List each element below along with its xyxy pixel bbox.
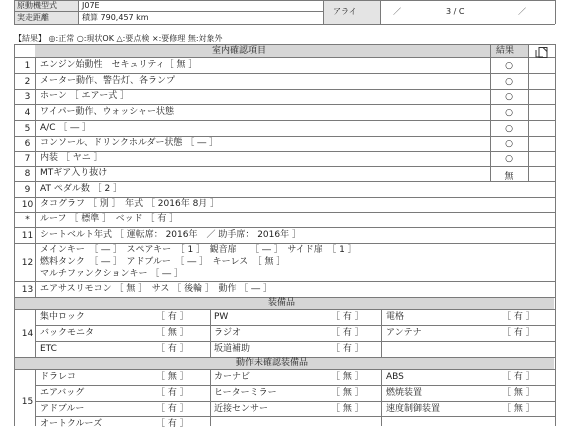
equipment-label: 電格 — [386, 312, 405, 322]
interior-section-title: 室内確認項目 — [212, 46, 267, 56]
inspection-item-text: タコグラフ ［ 別 ］ 年式 ［ 2016年 8月 ］ — [40, 199, 220, 209]
row-number: 11 — [21, 231, 34, 241]
equipment-label: バックモニタ — [40, 328, 95, 338]
keys-line-2: 燃料タンク ［ ― ］ アドブルー ［ ― ］ キーレス ［ 無 ］ — [40, 257, 286, 267]
row-number: 1 — [24, 61, 31, 71]
equipment-value: ［ 無 ］ — [502, 388, 535, 398]
equipment-value: ［ 有 ］ — [156, 312, 189, 322]
engine-model-label: 原動機型式 — [17, 1, 57, 10]
equipment-value: ［ 無 ］ — [331, 388, 364, 398]
equipment-label: オートクルーズ — [40, 419, 103, 429]
equipment-value: ［ 有 ］ — [156, 404, 189, 414]
result-column-header: 結果 — [496, 46, 515, 56]
equipment-label: 坂道補助 — [214, 344, 251, 354]
inspection-item-text: AT ペダル数 ［ 2 ］ — [40, 184, 123, 194]
equipment-value: ［ 有 ］ — [502, 328, 535, 338]
inspection-item-text: ワイパー動作、ウォッシャー状態 — [40, 107, 175, 117]
alignment-slash: ／ — [518, 7, 526, 16]
inspection-result: 無 — [504, 172, 514, 182]
inspection-result: ○ — [505, 108, 513, 118]
equipment-label: 近接センサー — [214, 404, 269, 414]
inspection-result: ○ — [505, 61, 513, 71]
keys-line-1: メインキー ［ ― ］ スペアキー ［ 1 ］ 観音扉 ［ ― ］ サイド扉 ［ 1 ］ — [40, 245, 357, 255]
inspection-item-text: A/C ［ ― ］ — [40, 123, 92, 133]
row-number: 3 — [24, 92, 31, 102]
inspection-item-text: エンジン始動性 セキュリティ［ 無 ］ — [40, 60, 198, 70]
row-number: 9 — [24, 185, 31, 195]
engine-model-value: J07E — [82, 1, 100, 10]
equipment-value: ［ 有 ］ — [502, 372, 535, 382]
mileage-value: 積算 790,457 km — [82, 13, 149, 22]
equipment-label: PW — [214, 312, 229, 322]
row-number: 5 — [24, 124, 31, 134]
row-number: 6 — [24, 139, 31, 149]
inspection-item-text: シートベルト年式 ［ 運転席： 2016年 ／ 助手席： 2016年 ］ — [40, 230, 301, 240]
row-number: 2 — [24, 77, 31, 87]
inspection-item-text: MTギア入り抜け — [40, 168, 108, 178]
inspection-item-text: ルーフ ［ 標準 ］ ベッド ［ 有 ］ — [40, 214, 179, 224]
inspection-item-text: メーター動作、警告灯、各ランプ — [40, 76, 176, 86]
equipment-label: カーナビ — [214, 372, 251, 382]
row-number: 10 — [21, 200, 34, 210]
equipment-label: ABS — [386, 372, 404, 382]
inspection-item-text: ホーン ［ エアー式 ］ — [40, 91, 130, 101]
inspection-item-text: 内装 ［ ヤニ ］ — [40, 153, 103, 163]
equipment-section-title: 装備品 — [268, 298, 296, 308]
row-number: 12 — [21, 258, 34, 268]
equipment-label: ヒーターミラー — [214, 388, 277, 398]
equipment-label: ドラレコ — [40, 372, 77, 382]
equipment-value: ［ 無 ］ — [331, 404, 364, 414]
inspection-result: ○ — [505, 77, 513, 87]
equipment-value: ［ 有 ］ — [502, 312, 535, 322]
equipment-value: ［ 無 ］ — [156, 328, 189, 338]
equipment-label: アドブルー — [40, 404, 85, 414]
equipment-label: 集中ロック — [40, 312, 85, 322]
equipment-label: アンテナ — [386, 328, 422, 338]
row-number: 14 — [21, 329, 34, 339]
equipment-value: ［ 有 ］ — [331, 312, 364, 322]
equipment-value: ［ 有 ］ — [331, 344, 364, 354]
mileage-label: 実走距離 — [17, 13, 49, 22]
air-suspension-remote: エアサスリモコン ［ 無 ］ サス ［ 後輪 ］ 動作 ［ ― ］ — [40, 284, 273, 294]
equipment-label: エアバッグ — [40, 388, 85, 398]
inspection-result: ○ — [505, 139, 513, 149]
equipment-value: ［ 有 ］ — [156, 344, 189, 354]
unconfirmed-section-title: 動作未確認装備品 — [236, 358, 309, 368]
copy-icon[interactable] — [533, 44, 553, 57]
inspection-result: ○ — [505, 154, 513, 164]
equipment-value: ［ 無 ］ — [156, 372, 189, 382]
row-number: 7 — [24, 154, 31, 164]
equipment-value: ［ 有 ］ — [156, 419, 189, 429]
equipment-value: ［ 無 ］ — [331, 372, 364, 382]
result-legend: 【結果】 ◎:正常 ○:現状OK △:要点検 ×:要修理 無:対象外 — [14, 34, 223, 43]
equipment-label: ラジオ — [214, 328, 242, 338]
inspection-item-text: コンソール、ドリンクホルダー状態 ［ ― ］ — [40, 138, 219, 148]
row-number: 8 — [24, 169, 31, 179]
equipment-label: 燃焼装置 — [386, 388, 423, 398]
alignment-value: 3 / C — [446, 7, 465, 16]
alignment-label: アライ — [333, 7, 357, 16]
equipment-label: ETC — [40, 344, 57, 354]
inspection-result: ○ — [505, 124, 513, 134]
row-number: 4 — [24, 108, 31, 118]
row-number: 13 — [21, 285, 34, 295]
keys-line-3: マルチファンクションキー ［ ― ］ — [40, 269, 184, 279]
alignment-slash: ／ — [393, 7, 401, 16]
equipment-value: ［ 有 ］ — [331, 328, 364, 338]
equipment-value: ［ 有 ］ — [156, 388, 189, 398]
row-number: 15 — [21, 397, 34, 407]
equipment-value: ［ 無 ］ — [502, 404, 535, 414]
inspection-result: ○ — [505, 92, 513, 102]
equipment-label: 速度制御装置 — [386, 404, 441, 414]
row-number: * — [25, 215, 30, 225]
